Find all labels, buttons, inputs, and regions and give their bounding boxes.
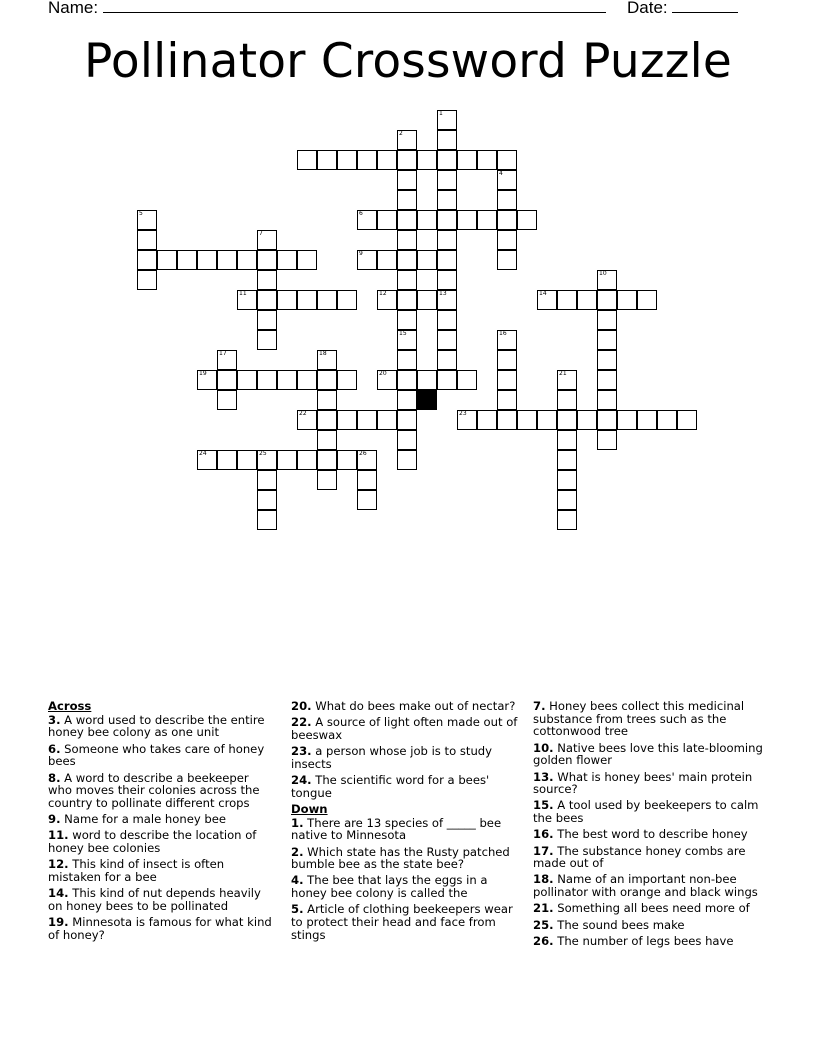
clue-down-21: 21. Something all bees need more of	[533, 901, 750, 916]
clue-number: 26	[359, 450, 367, 457]
grid-cell[interactable]	[497, 210, 517, 230]
grid-cell[interactable]	[597, 410, 617, 430]
grid-cell[interactable]	[357, 250, 377, 270]
grid-cell[interactable]	[377, 250, 397, 270]
grid-cell[interactable]	[177, 250, 197, 270]
grid-cell[interactable]	[277, 450, 297, 470]
grid-cell[interactable]	[457, 210, 477, 230]
clue-number: 12	[379, 290, 387, 297]
grid-cell[interactable]	[437, 130, 457, 150]
clue-number: 18	[319, 350, 327, 357]
clues-column-2	[291, 700, 519, 945]
grid-cell[interactable]	[557, 430, 577, 450]
name-label: Name:	[48, 0, 99, 17]
grid-cell[interactable]	[417, 290, 437, 310]
grid-cell[interactable]	[217, 450, 237, 470]
grid-cell[interactable]	[497, 390, 517, 410]
grid-cell[interactable]	[377, 410, 397, 430]
name-line[interactable]	[103, 0, 606, 13]
clue-across-12: 12. This kind of insect is often mistaken for a bee	[48, 857, 225, 884]
grid-cell[interactable]	[517, 410, 537, 430]
grid-cell[interactable]	[357, 470, 377, 490]
grid-cell[interactable]	[277, 370, 297, 390]
grid-cell[interactable]	[437, 230, 457, 250]
grid-cell[interactable]	[437, 310, 457, 330]
grid-cell[interactable]	[257, 230, 277, 250]
grid-cell[interactable]	[657, 410, 677, 430]
grid-cell[interactable]	[577, 290, 597, 310]
grid-cell[interactable]	[257, 510, 277, 530]
grid-cell[interactable]	[557, 290, 577, 310]
grid-cell[interactable]	[137, 210, 157, 230]
grid-cell[interactable]	[257, 270, 277, 290]
grid-cell[interactable]	[597, 310, 617, 330]
grid-cell[interactable]	[517, 210, 537, 230]
grid-cell[interactable]	[477, 150, 497, 170]
grid-cell[interactable]	[497, 230, 517, 250]
grid-cell[interactable]	[357, 210, 377, 230]
clue-number: 2	[399, 130, 403, 137]
grid-cell[interactable]	[257, 250, 277, 270]
clue-down-25: 25. The sound bees make	[533, 917, 685, 932]
grid-cell[interactable]	[397, 370, 417, 390]
grid-cell[interactable]	[437, 350, 457, 370]
grid-cell[interactable]	[377, 370, 397, 390]
grid-cell[interactable]	[597, 390, 617, 410]
clue-across-23: 23. a person whose job is to study insects	[291, 744, 493, 771]
grid-cell[interactable]	[237, 250, 257, 270]
grid-cell[interactable]	[557, 390, 577, 410]
clue-down-18: 18. Name of an important non-bee pollinator with orange and black wings	[533, 872, 758, 900]
grid-cell[interactable]	[397, 290, 417, 310]
grid-cell[interactable]	[537, 410, 557, 430]
grid-cell[interactable]	[257, 310, 277, 330]
clue-down-16: 16. The best word to describe honey	[533, 827, 748, 842]
grid-cell[interactable]	[377, 210, 397, 230]
grid-cell[interactable]	[297, 410, 317, 430]
grid-cell[interactable]	[197, 250, 217, 270]
grid-cell[interactable]	[417, 250, 437, 270]
clue-number: 16	[499, 330, 507, 337]
clues-column-1	[48, 700, 273, 945]
clue-number: 19	[199, 370, 207, 377]
clue-number: 11	[239, 290, 247, 297]
grid-cell[interactable]	[337, 450, 357, 470]
grid-cell[interactable]	[457, 410, 477, 430]
grid-cell[interactable]	[457, 150, 477, 170]
grid-cell[interactable]	[397, 270, 417, 290]
grid-cell[interactable]	[597, 350, 617, 370]
grid-cell[interactable]	[317, 410, 337, 430]
grid-cell[interactable]	[197, 370, 217, 390]
clue-down-13: 13. What is honey bees' main protein source?	[533, 769, 753, 797]
grid-cell[interactable]	[457, 370, 477, 390]
grid-cell[interactable]	[497, 410, 517, 430]
grid-cell[interactable]	[217, 390, 237, 410]
grid-cell[interactable]	[237, 450, 257, 470]
grid-cell[interactable]	[237, 290, 257, 310]
grid-cell[interactable]	[557, 490, 577, 510]
grid-cell[interactable]	[437, 170, 457, 190]
grid-cell[interactable]	[597, 290, 617, 310]
grid-cell[interactable]	[397, 210, 417, 230]
grid-cell[interactable]	[477, 410, 497, 430]
grid-cell[interactable]	[257, 330, 277, 350]
grid-cell[interactable]	[437, 370, 457, 390]
grid-cell[interactable]	[277, 290, 297, 310]
across-heading: Across	[48, 699, 92, 713]
clue-across-8: 8. A word to describe a beekeeper who moves their colonies across the country to pollinate different crops	[48, 770, 260, 810]
grid-cell[interactable]	[557, 450, 577, 470]
clue-number: 15	[399, 330, 407, 337]
clue-number: 25	[259, 450, 267, 457]
clue-down-17: 17. The substance honey combs are made out of	[533, 843, 746, 871]
clue-down-15: 15. A tool used by beekeepers to calm the bees	[533, 798, 759, 826]
clue-down-10: 10. Native bees love this late-blooming golden flower	[533, 740, 763, 768]
clue-number: 9	[359, 250, 363, 257]
clue-across-14: 14. This kind of nut depends heavily on honey bees to be pollinated	[48, 886, 261, 913]
grid-block	[417, 390, 437, 410]
date-line[interactable]	[672, 0, 738, 13]
clue-across-20: 20. What do bees make out of nectar?	[291, 699, 516, 713]
grid-cell[interactable]	[337, 410, 357, 430]
clue-number: 17	[219, 350, 227, 357]
grid-cell[interactable]	[317, 430, 337, 450]
grid-cell[interactable]	[417, 210, 437, 230]
grid-cell[interactable]	[437, 250, 457, 270]
grid-cell[interactable]	[337, 290, 357, 310]
grid-cell[interactable]	[437, 150, 457, 170]
grid-cell[interactable]	[497, 330, 517, 350]
grid-cell[interactable]	[317, 290, 337, 310]
grid-cell[interactable]	[637, 410, 657, 430]
grid-cell[interactable]	[437, 210, 457, 230]
grid-cell[interactable]	[557, 410, 577, 430]
grid-cell[interactable]	[257, 370, 277, 390]
grid-cell[interactable]	[497, 190, 517, 210]
grid-cell[interactable]	[397, 330, 417, 350]
grid-cell[interactable]	[597, 270, 617, 290]
grid-cell[interactable]	[397, 390, 417, 410]
clue-number: 1	[439, 110, 443, 117]
name-field[interactable]	[48, 0, 606, 18]
grid-cell[interactable]	[597, 430, 617, 450]
grid-cell[interactable]	[257, 490, 277, 510]
grid-cell[interactable]	[377, 290, 397, 310]
grid-cell[interactable]	[477, 210, 497, 230]
grid-cell[interactable]	[337, 370, 357, 390]
grid-cell[interactable]	[217, 250, 237, 270]
grid-cell[interactable]	[497, 170, 517, 190]
grid-cell[interactable]	[397, 170, 417, 190]
grid-cell[interactable]	[357, 150, 377, 170]
grid-cell[interactable]	[157, 250, 177, 270]
grid-cell[interactable]	[397, 250, 417, 270]
clue-number: 7	[259, 230, 263, 237]
clues-column-3	[533, 700, 769, 951]
grid-cell[interactable]	[277, 250, 297, 270]
grid-cell[interactable]	[317, 350, 337, 370]
grid-cell[interactable]	[297, 450, 317, 470]
grid-cell[interactable]	[437, 330, 457, 350]
clue-down-26: 26. The number of legs bees have	[533, 933, 734, 948]
grid-cell[interactable]	[417, 370, 437, 390]
clue-down-7: 7. Honey bees collect this medicinal substance from trees such as the cottonwood tree	[533, 699, 745, 739]
clue-number: 13	[439, 290, 447, 297]
grid-cell[interactable]	[557, 370, 577, 390]
grid-cell[interactable]	[317, 390, 337, 410]
grid-cell[interactable]	[257, 290, 277, 310]
grid-cell[interactable]	[257, 470, 277, 490]
grid-cell[interactable]	[357, 410, 377, 430]
grid-cell[interactable]	[257, 450, 277, 470]
grid-cell[interactable]	[137, 270, 157, 290]
clue-across-22: 22. A source of light often made out of beeswax	[291, 715, 518, 742]
grid-cell[interactable]	[497, 350, 517, 370]
clue-across-6: 6. Someone who takes care of honey bees	[48, 741, 265, 769]
clue-across-19: 19. Minnesota is famous for what kind of honey?	[48, 915, 272, 942]
grid-cell[interactable]	[557, 470, 577, 490]
page-title: Pollinator Crossword Puzzle	[84, 34, 732, 89]
clue-number: 14	[539, 290, 547, 297]
grid-cell[interactable]	[597, 370, 617, 390]
down-heading: Down	[291, 801, 328, 816]
grid-cell[interactable]	[217, 350, 237, 370]
grid-cell[interactable]	[357, 450, 377, 470]
date-label: Date:	[627, 0, 668, 17]
grid-cell[interactable]	[617, 290, 637, 310]
clue-number: 5	[139, 210, 143, 217]
grid-cell[interactable]	[397, 430, 417, 450]
grid-cell[interactable]	[557, 510, 577, 530]
clue-number: 21	[559, 370, 567, 377]
clue-number: 20	[379, 370, 387, 377]
grid-cell[interactable]	[317, 370, 337, 390]
grid-cell[interactable]	[597, 330, 617, 350]
clue-number: 23	[459, 410, 467, 417]
clue-across-3: 3. A word used to describe the entire honey bee colony as one unit	[48, 712, 265, 740]
grid-cell[interactable]	[357, 490, 377, 510]
clue-across-24: 24. The scientific word for a bees' tongue	[291, 773, 490, 800]
grid-cell[interactable]	[397, 310, 417, 330]
grid-cell[interactable]	[617, 410, 637, 430]
grid-cell[interactable]	[317, 450, 337, 470]
grid-cell[interactable]	[397, 410, 417, 430]
grid-cell[interactable]	[317, 150, 337, 170]
clue-down-1: 1. There are 13 species of _____ bee native to Minnesota	[291, 815, 502, 843]
grid-cell[interactable]	[297, 150, 317, 170]
grid-cell[interactable]	[397, 190, 417, 210]
grid-cell[interactable]	[297, 370, 317, 390]
grid-cell[interactable]	[497, 150, 517, 170]
grid-cell[interactable]	[437, 270, 457, 290]
grid-cell[interactable]	[497, 250, 517, 270]
clue-across-9: 9. Name for a male honey bee	[48, 812, 227, 827]
grid-cell[interactable]	[437, 290, 457, 310]
grid-cell[interactable]	[297, 250, 317, 270]
grid-cell[interactable]	[137, 230, 157, 250]
date-field[interactable]	[627, 0, 738, 18]
clue-number: 6	[359, 210, 363, 217]
grid-cell[interactable]	[637, 290, 657, 310]
grid-cell[interactable]	[397, 350, 417, 370]
grid-cell[interactable]	[577, 410, 597, 430]
grid-cell[interactable]	[337, 150, 357, 170]
clue-down-2: 2. Which state has the Rusty patched bumble bee as the state bee?	[291, 844, 510, 872]
grid-cell[interactable]	[217, 370, 237, 390]
clue-number: 4	[499, 170, 503, 177]
grid-cell[interactable]	[137, 250, 157, 270]
grid-cell[interactable]	[397, 130, 417, 150]
grid-cell[interactable]	[537, 290, 557, 310]
grid-cell[interactable]	[437, 110, 457, 130]
grid-cell[interactable]	[237, 370, 257, 390]
grid-cell[interactable]	[497, 370, 517, 390]
grid-cell[interactable]	[377, 150, 397, 170]
grid-cell[interactable]	[397, 150, 417, 170]
grid-cell[interactable]	[317, 470, 337, 490]
clue-number: 24	[199, 450, 207, 457]
grid-cell[interactable]	[437, 190, 457, 210]
clue-down-5: 5. Article of clothing beekeepers wear to protect their head and face from stings	[291, 902, 513, 942]
grid-cell[interactable]	[417, 150, 437, 170]
grid-cell[interactable]	[197, 450, 217, 470]
grid-cell[interactable]	[397, 230, 417, 250]
grid-cell[interactable]	[677, 410, 697, 430]
clue-across-11: 11. word to describe the location of honey bee colonies	[48, 828, 257, 856]
clue-down-4: 4. The bee that lays the eggs in a honey bee colony is called the	[291, 873, 488, 901]
grid-cell[interactable]	[297, 290, 317, 310]
clue-number: 22	[299, 410, 307, 417]
grid-cell[interactable]	[397, 450, 417, 470]
clue-number: 10	[599, 270, 607, 277]
